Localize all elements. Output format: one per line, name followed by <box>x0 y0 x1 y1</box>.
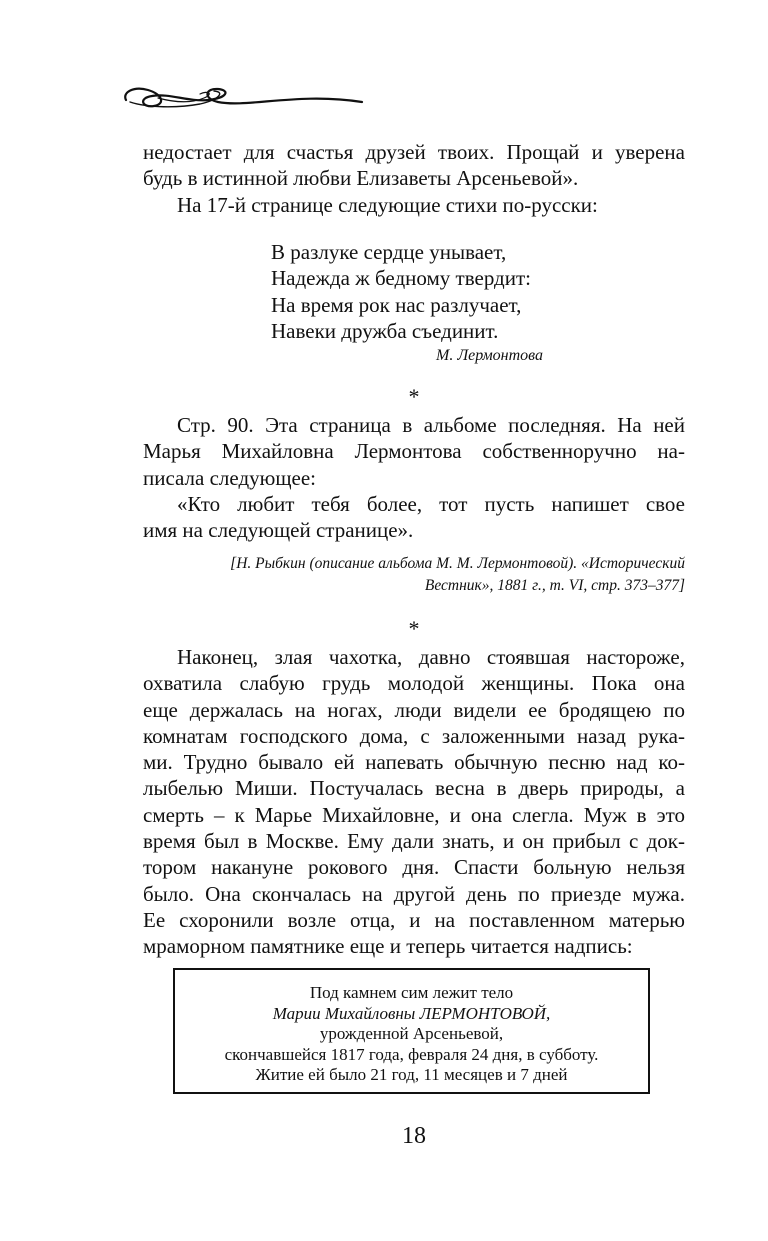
text-line: мраморном памятнике еще и теперь читается надпись: <box>143 934 633 959</box>
poem-line: Навеки дружба съединит. <box>271 318 499 343</box>
paragraph-top <box>143 139 685 218</box>
quote-line: имя на следующей странице». <box>143 518 414 543</box>
poem-author: М. Лермонтова <box>435 347 543 364</box>
poem <box>271 239 591 344</box>
source-line: Вестник», 1881 г., т. VI, стр. 373–377] <box>424 577 685 594</box>
flourish-ornament-icon <box>118 78 368 118</box>
text-line: комнатам господского дома, с заложенными назад рука- <box>143 723 685 748</box>
text-line: лыбелью Миши. Постучалась весна в дверь природы, а <box>143 776 685 801</box>
text-line: будь в истинной любви Елизаветы Арсеньевой». <box>143 166 579 191</box>
epitaph-line: Марии Михайловны ЛЕРМОНТОВОЙ, <box>272 1003 551 1023</box>
text-line: было. Она скончалась на другой день по приезде мужа. <box>143 881 685 906</box>
text-line: писала следующее: <box>143 465 316 490</box>
epitaph-line: скончавшейся 1817 года, февраля 24 дня, в субботу. <box>224 1044 599 1064</box>
quote-line: «Кто любит тебя более, тот пусть напишет свое <box>177 491 685 516</box>
epitaph-line: Под камнем сим лежит тело <box>309 983 514 1002</box>
text-line: Стр. 90. Эта страница в альбоме последняя. На ней <box>177 413 685 437</box>
text-line: Наконец, злая чахотка, давно стоявшая настороже, <box>177 645 685 669</box>
epitaph-box <box>173 968 650 1094</box>
paragraph-album <box>143 412 685 543</box>
text-line: недостает для счастья друзей твоих. Прощай и уверена <box>143 140 685 164</box>
text-line: смерть – к Марье Михайловне, и она слегла. Муж в это <box>143 802 685 827</box>
text-line: Марья Михайловна Лермонтова собственноручно на- <box>143 439 685 464</box>
poem-line: На время рок нас разлучает, <box>271 292 522 317</box>
page-number: 18 <box>402 1123 426 1149</box>
source-line: [Н. Рыбкин (описание альбома М. М. Лермонтовой). «Исторический <box>230 555 685 572</box>
poem-line: В разлуке сердце унывает, <box>271 240 507 264</box>
text-line: тором накануне рокового дня. Спасти больную нельзя <box>143 855 685 880</box>
poem-line: Надежда ж бедному твердит: <box>271 266 531 291</box>
text-line: еще держалась на ногах, люди видели ее бродящею по <box>143 697 685 722</box>
epitaph-line: урожденной Арсеньевой, <box>319 1024 504 1043</box>
intro-line: На 17-й странице следующие стихи по-русски: <box>177 192 598 217</box>
text-line: время был в Москве. Ему дали знать, и он прибыл с док- <box>143 829 685 854</box>
text-line: охватила слабую грудь молодой женщины. Пока она <box>143 671 685 696</box>
text-line: Ее схоронили возле отца, и на поставленном матерью <box>143 907 685 932</box>
epitaph-line: Житие ей было 21 год, 11 месяцев и 7 дней <box>255 1065 568 1084</box>
section-separator: * <box>408 384 420 409</box>
section-separator: * <box>408 616 420 641</box>
text-line: ми. Трудно бывало ей напевать обычную песню над ко- <box>143 750 685 775</box>
paragraph-main <box>143 644 685 960</box>
source-citation <box>165 553 685 597</box>
